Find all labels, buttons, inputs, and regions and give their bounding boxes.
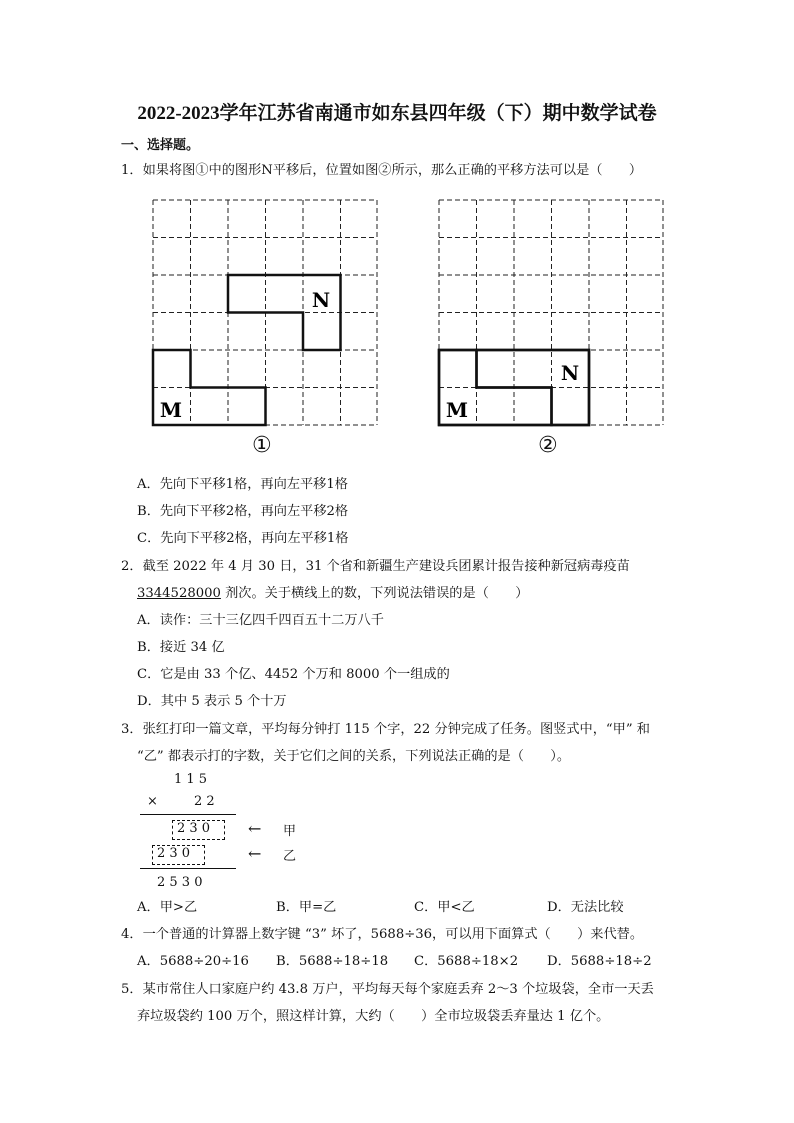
q2-stem-line2 xyxy=(137,585,528,603)
q1-option-c[interactable]: C．先向下平移2格，再向左平移1格 xyxy=(137,531,349,546)
calc-rule-1 xyxy=(140,814,236,815)
label-jia: 甲 xyxy=(283,824,297,839)
calc-times-sign: × xyxy=(147,794,158,809)
calc-rule-2 xyxy=(140,868,236,869)
q1-option-b[interactable]: B．先向下平移2格，再向左平移2格 xyxy=(137,504,349,519)
label-m-fig1: M xyxy=(159,398,183,422)
q3-option-c[interactable]: C．甲<乙 xyxy=(414,900,475,915)
q1-option-a[interactable]: A．先向下平移1格，再向左平移1格 xyxy=(137,477,348,492)
q3-option-b[interactable]: B．甲=乙 xyxy=(276,900,337,915)
q4-option-a[interactable]: A．5688÷20÷16 xyxy=(137,954,249,969)
label-n-fig1: N xyxy=(311,288,331,312)
q2-stem-rest: 剂次。关于横线上的数，下列说法错误的是（ ） xyxy=(220,586,529,601)
figure-1-label: ① xyxy=(252,433,272,458)
calc-multiplier: 2 2 xyxy=(194,794,215,809)
label-n-fig2: N xyxy=(560,361,580,385)
q5-stem-line2: 弃垃圾袋约 100 万个，照这样计算，大约（ ）全市垃圾袋丢弃量达 1 亿个。 xyxy=(137,1009,610,1024)
q2-option-d[interactable]: D．其中 5 表示 5 个十万 xyxy=(137,694,287,709)
q3-option-a[interactable]: A．甲>乙 xyxy=(137,900,198,915)
q4-option-d[interactable]: D．5688÷18÷2 xyxy=(547,954,652,969)
q2-option-c[interactable]: C．它是由 33 个亿、4452 个万和 8000 个一组成的 xyxy=(137,667,450,682)
q3-stem-line2: “乙” 都表示打的字数，关于它们之间的关系，下列说法正确的是（ ）。 xyxy=(137,749,571,764)
q3-option-d[interactable]: D．无法比较 xyxy=(547,900,624,915)
q4-option-c[interactable]: C．5688÷18×2 xyxy=(414,954,519,969)
q4-option-b[interactable]: B．5688÷18÷18 xyxy=(276,954,389,969)
label-yi: 乙 xyxy=(283,849,297,864)
q2-underlined-number: 3344528000 xyxy=(137,586,221,601)
figure-2-label: ② xyxy=(538,433,558,458)
section-heading: 一、选择题。 xyxy=(121,138,200,153)
exam-title: 2022-2023学年江苏省南通市如东县四年级（下）期中数学试卷 xyxy=(137,103,657,124)
q4-stem: 4．一个普通的计算器上数字键 “3” 坏了，5688÷36，可以用下面算式（ ）来代替。 xyxy=(121,927,644,942)
q1-figure-2-grid xyxy=(436,197,666,429)
calc-result: 2 5 3 0 xyxy=(157,875,203,890)
arrow-yi: ← xyxy=(248,844,262,863)
calc-multiplicand: 1 1 5 xyxy=(174,772,208,787)
q2-stem-line1: 2．截至 2022 年 4 月 30 日，31 个省和新疆生产建设兵团累计报告接种新冠病毒疫苗 xyxy=(121,559,630,574)
q2-option-b[interactable]: B．接近 34 亿 xyxy=(137,640,225,655)
q3-stem-line1: 3．张红打印一篇文章，平均每分钟打 115 个字，22 分钟完成了任务。图竖式中，“甲” 和 xyxy=(121,722,650,737)
q1-figure-1-grid xyxy=(150,197,380,429)
calc-partial-2: 2 3 0 xyxy=(157,846,191,861)
q2-option-a[interactable]: A．读作：三十三亿四千四百五十二万八千 xyxy=(137,613,384,628)
q1-stem: 1．如果将图①中的图形N平移后，位置如图②所示，那么正确的平移方法可以是（ ） xyxy=(121,163,643,178)
calc-partial-1: 2 3 0 xyxy=(177,821,211,836)
label-m-fig2: M xyxy=(445,398,469,422)
arrow-jia: ← xyxy=(248,819,262,838)
q5-stem-line1: 5．某市常住人口家庭户约 43.8 万户，平均每天每个家庭丢弃 2～3 个垃圾袋，全市一天丢 xyxy=(121,982,654,997)
